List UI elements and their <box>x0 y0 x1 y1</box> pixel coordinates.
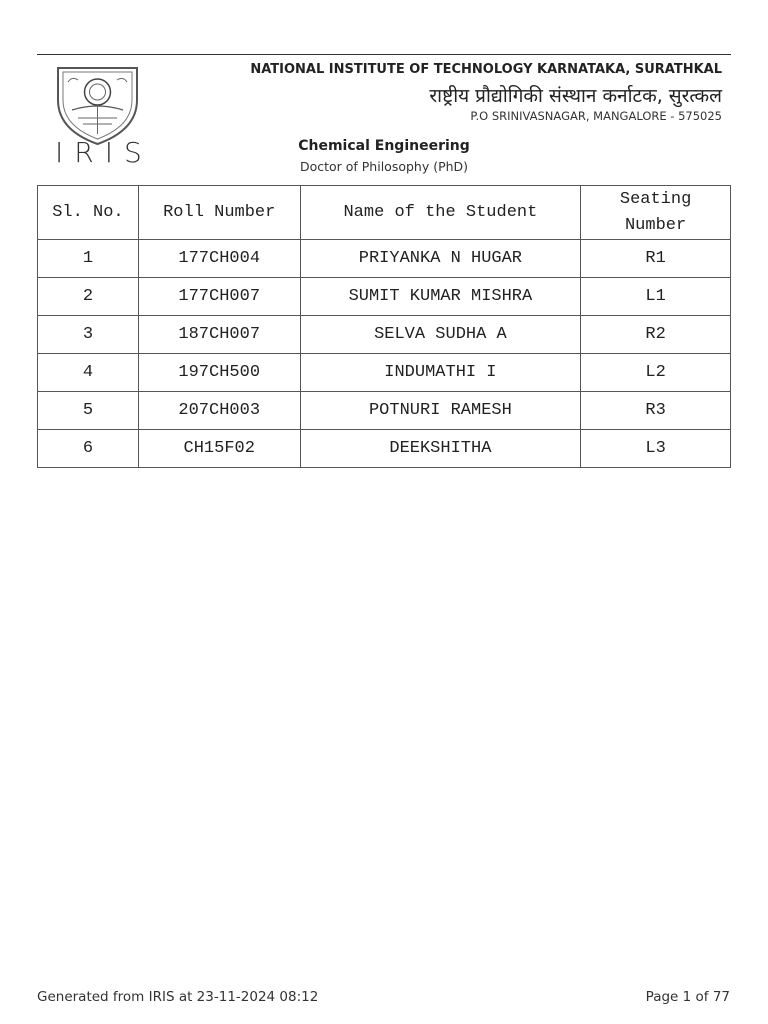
table-row <box>38 316 731 354</box>
cell-seating-number: R2 <box>581 316 731 354</box>
cell-sl-no: 6 <box>38 430 139 468</box>
header-seating-line1: Seating <box>619 189 692 209</box>
cell-roll-number: 197CH500 <box>138 354 300 392</box>
cell-sl-no: 4 <box>38 354 139 392</box>
cell-roll-number: 177CH007 <box>138 278 300 316</box>
table-row <box>38 430 731 468</box>
seating-table <box>37 185 731 468</box>
institute-name: NATIONAL INSTITUTE OF TECHNOLOGY KARNATAKA, SURATHKAL <box>250 62 722 77</box>
header-roll-number: Roll Number <box>138 186 300 240</box>
generated-timestamp: Generated from IRIS at 23-11-2024 08:12 <box>37 989 319 1005</box>
cell-seating-number: R3 <box>581 392 731 430</box>
department-title: Chemical Engineering <box>298 138 470 154</box>
cell-sl-no: 1 <box>38 240 139 278</box>
cell-roll-number: 187CH007 <box>138 316 300 354</box>
cell-seating-number: R1 <box>581 240 731 278</box>
cell-seating-number: L3 <box>581 430 731 468</box>
cell-roll-number: CH15F02 <box>138 430 300 468</box>
cell-seating-number: L1 <box>581 278 731 316</box>
table-row <box>38 392 731 430</box>
table-row <box>38 354 731 392</box>
cell-student-name: SUMIT KUMAR MISHRA <box>300 278 581 316</box>
cell-sl-no: 3 <box>38 316 139 354</box>
program-subtitle: Doctor of Philosophy (PhD) <box>299 159 469 174</box>
cell-student-name: INDUMATHI I <box>300 354 581 392</box>
cell-sl-no: 5 <box>38 392 139 430</box>
header-sl-no: Sl. No. <box>38 186 139 240</box>
header-seating-line2: Number <box>624 215 687 235</box>
header-seating-number <box>581 186 731 240</box>
institute-address: P.O SRINIVASNAGAR, MANGALORE - 575025 <box>470 109 722 123</box>
page-number: Page 1 of 77 <box>645 989 730 1005</box>
table-header-row <box>38 186 731 240</box>
header-student-name: Name of the Student <box>300 186 581 240</box>
institute-name-hindi: राष्ट्रीय प्रौद्योगिकी संस्थान कर्नाटक, सुरत्कल <box>429 85 722 107</box>
header-divider <box>37 54 731 55</box>
cell-sl-no: 2 <box>38 278 139 316</box>
cell-student-name: POTNURI RAMESH <box>300 392 581 430</box>
cell-roll-number: 207CH003 <box>138 392 300 430</box>
cell-roll-number: 177CH004 <box>138 240 300 278</box>
table-row <box>38 278 731 316</box>
cell-student-name: SELVA SUDHA A <box>300 316 581 354</box>
cell-student-name: PRIYANKA N HUGAR <box>300 240 581 278</box>
cell-student-name: DEEKSHITHA <box>300 430 581 468</box>
cell-seating-number: L2 <box>581 354 731 392</box>
table-row <box>38 240 731 278</box>
iris-logo-text: IRIS <box>55 136 153 169</box>
